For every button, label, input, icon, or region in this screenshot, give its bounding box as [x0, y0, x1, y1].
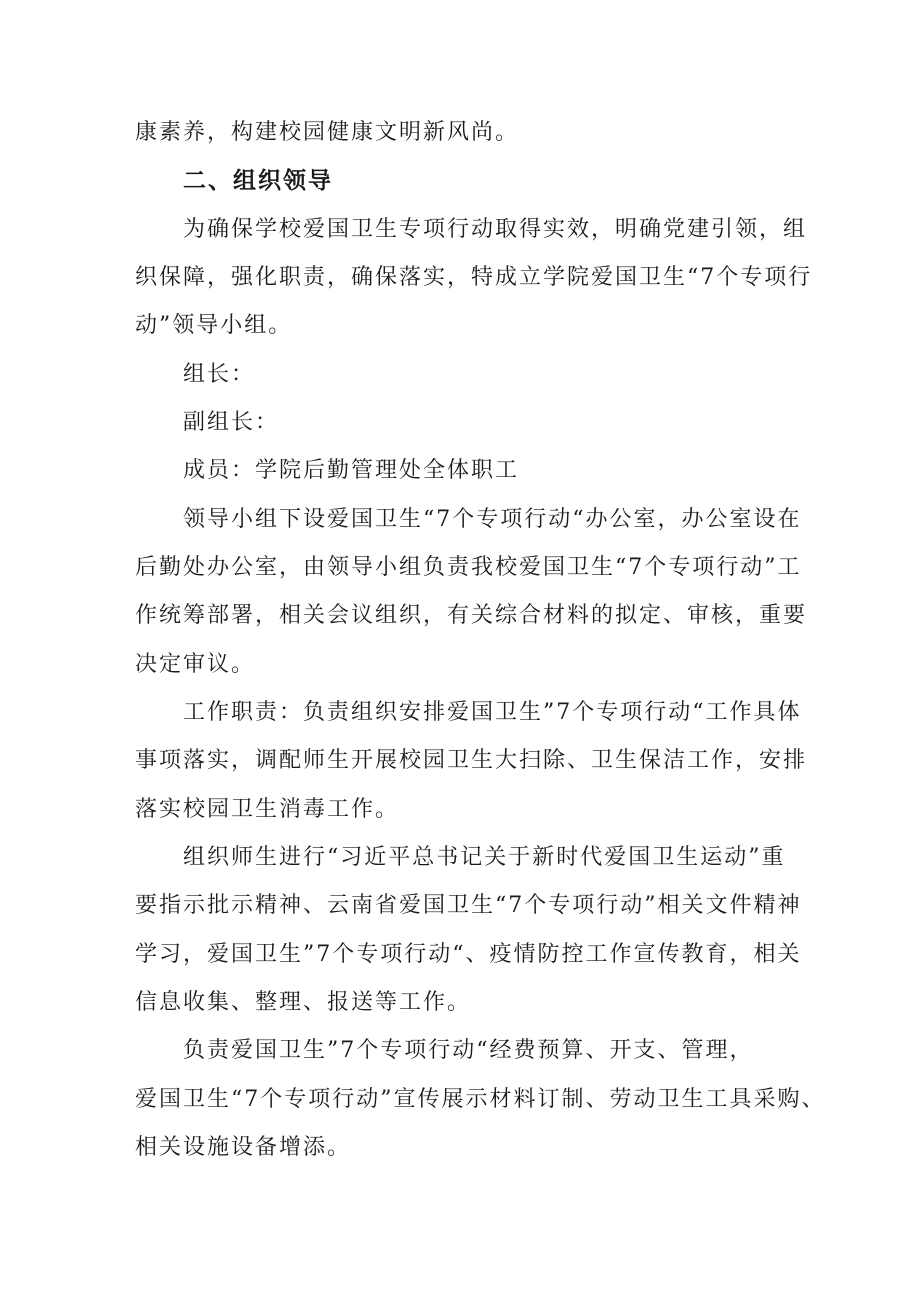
text-line: 信息收集、整理、报送等工作。 [135, 990, 472, 1015]
text-line: 副组长： [183, 410, 280, 435]
text-line: 作统筹部署，相关会议组织，有关综合材料的拟定、审核，重要 [135, 603, 808, 628]
text-line: 后勤处办公室，由领导小组负责我校爱国卫生“7个专项行动”工 [135, 555, 802, 580]
text-line: 织保障，强化职责，确保落实，特成立学院爱国卫生“7个专项行 [135, 265, 813, 290]
text-line: 组织师生进行“习近平总书记关于新时代爱国卫生运动”重 [183, 845, 786, 870]
text-line: 为确保学校爱国卫生专项行动取得实效，明确党建引领，组 [183, 217, 808, 242]
text-line: 要指示批示精神、云南省爱国卫生“7个专项行动”相关文件精神 [135, 893, 802, 918]
text-line: 相关设施设备增添。 [135, 1135, 352, 1160]
section-heading: 二、组织领导 [183, 168, 333, 194]
text-line: 事项落实，调配师生开展校园卫生大扫除、卫生保洁工作，安排 [135, 748, 808, 773]
text-line: 学习，爱国卫生”7个专项行动“、疫情防控工作宣传教育，相关 [135, 942, 802, 967]
text-line: 领导小组下设爱国卫生“7个专项行动“办公室，办公室设在 [183, 507, 802, 532]
text-line: 决定审议。 [135, 652, 256, 677]
text-line: 动”领导小组。 [135, 313, 293, 338]
text-line: 康素养，构建校园健康文明新风尚。 [135, 120, 520, 145]
text-line: 组长： [183, 362, 256, 387]
text-line: 负责爱国卫生”7个专项行动“经费预算、开支、管理， [183, 1038, 754, 1063]
text-line: 工作职责：负责组织安排爱国卫生”7个专项行动“工作具体 [183, 700, 802, 725]
text-line: 爱国卫生“7个专项行动”宣传展示材料订制、劳动卫生工具采购、 [135, 1087, 826, 1112]
text-line: 落实校园卫生消毒工作。 [135, 797, 400, 822]
text-line: 成员：学院后勤管理处全体职工 [183, 458, 520, 483]
